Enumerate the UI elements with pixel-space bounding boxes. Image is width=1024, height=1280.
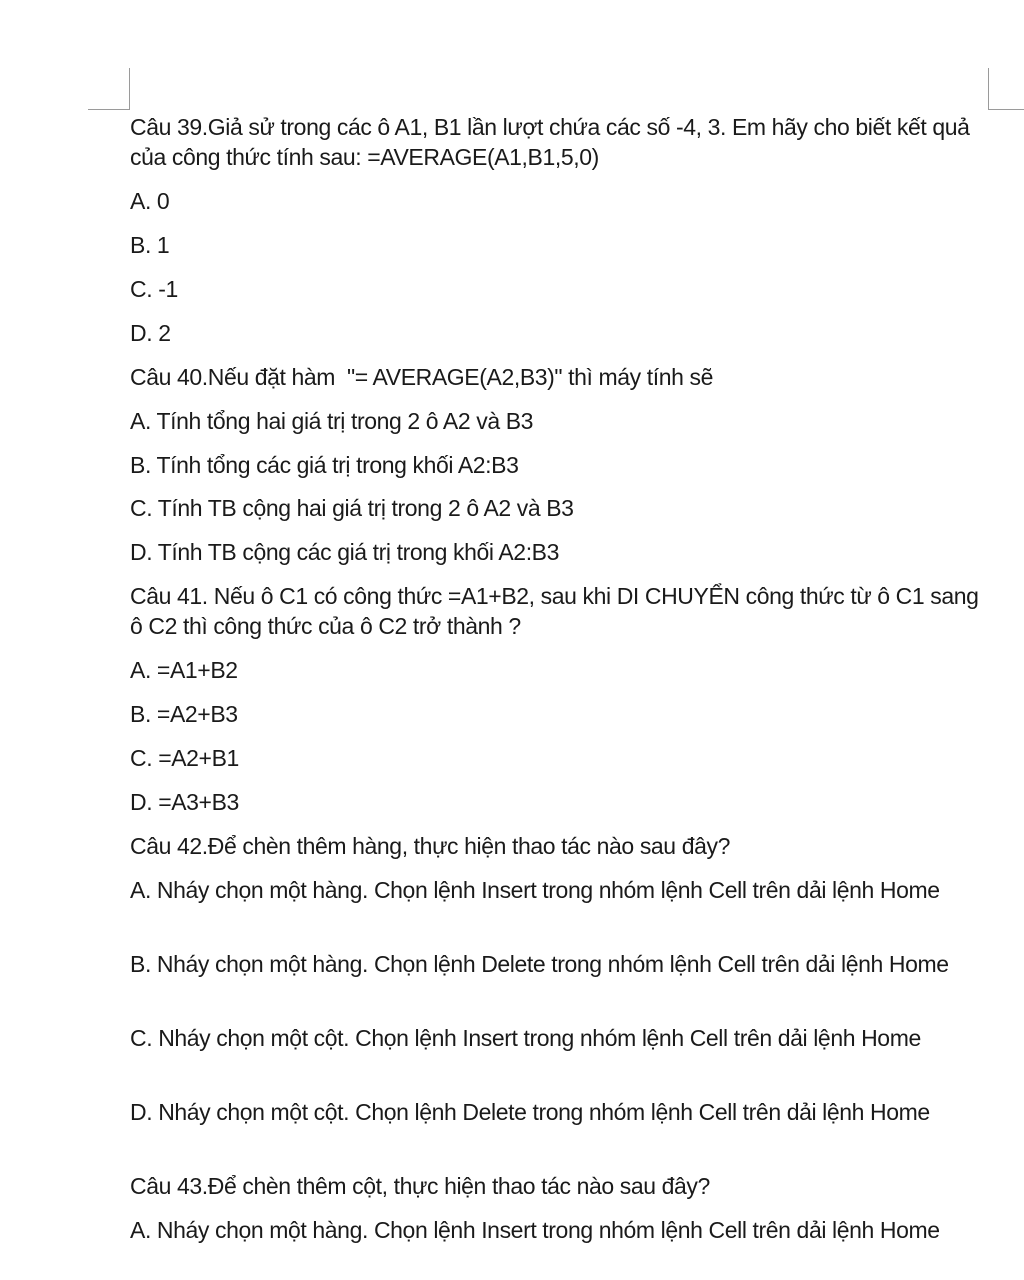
question-39-option-b: B. 1 — [130, 232, 170, 258]
page-margin-corner-top-right — [988, 68, 1024, 110]
question-39-stem: Câu 39.Giả sử trong các ô A1, B1 lần lượt chứa các số -4, 3. Em hãy cho biết kết quả của công thức tính sau: =AVERAGE(A1,B1,5,0) — [130, 114, 976, 170]
question-40-option-a: A. Tính tổng hai giá trị trong 2 ô A2 và B3 — [130, 408, 534, 434]
question-42-stem: Câu 42.Để chèn thêm hàng, thực hiện thao tác nào sau đây? — [130, 833, 730, 859]
question-43-option-a: A. Nháy chọn một hàng. Chọn lệnh Insert trong nhóm lệnh Cell trên dải lệnh Home — [130, 1217, 940, 1243]
question-42-option-b: B. Nháy chọn một hàng. Chọn lệnh Delete trong nhóm lệnh Cell trên dải lệnh Home — [130, 951, 949, 977]
page-margin-corner-top-left — [88, 68, 130, 110]
question-42-option-d: D. Nháy chọn một cột. Chọn lệnh Delete trong nhóm lệnh Cell trên dải lệnh Home — [130, 1099, 930, 1125]
question-41-option-a: A. =A1+B2 — [130, 657, 238, 683]
question-40-stem: Câu 40.Nếu đặt hàm "= AVERAGE(A2,B3)" thì máy tính sẽ — [130, 364, 714, 390]
question-40-option-c: C. Tính TB cộng hai giá trị trong 2 ô A2 và B3 — [130, 495, 574, 521]
question-41-stem: Câu 41. Nếu ô C1 có công thức =A1+B2, sau khi DI CHUYỂN công thức từ ô C1 sang ô C2 thì công thức của ô C2 trở thành ? — [130, 583, 985, 639]
question-39-option-d: D. 2 — [130, 320, 171, 346]
question-42-option-c: C. Nháy chọn một cột. Chọn lệnh Insert trong nhóm lệnh Cell trên dải lệnh Home — [130, 1025, 921, 1051]
question-43-stem: Câu 43.Để chèn thêm cột, thực hiện thao tác nào sau đây? — [130, 1173, 710, 1199]
question-39-option-c: C. -1 — [130, 276, 178, 302]
question-42-option-a: A. Nháy chọn một hàng. Chọn lệnh Insert trong nhóm lệnh Cell trên dải lệnh Home — [130, 877, 940, 903]
question-39-option-a: A. 0 — [130, 188, 170, 214]
question-40-option-d: D. Tính TB cộng các giá trị trong khối A2:B3 — [130, 539, 560, 565]
question-41-option-b: B. =A2+B3 — [130, 701, 238, 727]
question-40-option-b: B. Tính tổng các giá trị trong khối A2:B3 — [130, 452, 519, 478]
question-41-option-c: C. =A2+B1 — [130, 745, 239, 771]
question-41-option-d: D. =A3+B3 — [130, 789, 239, 815]
